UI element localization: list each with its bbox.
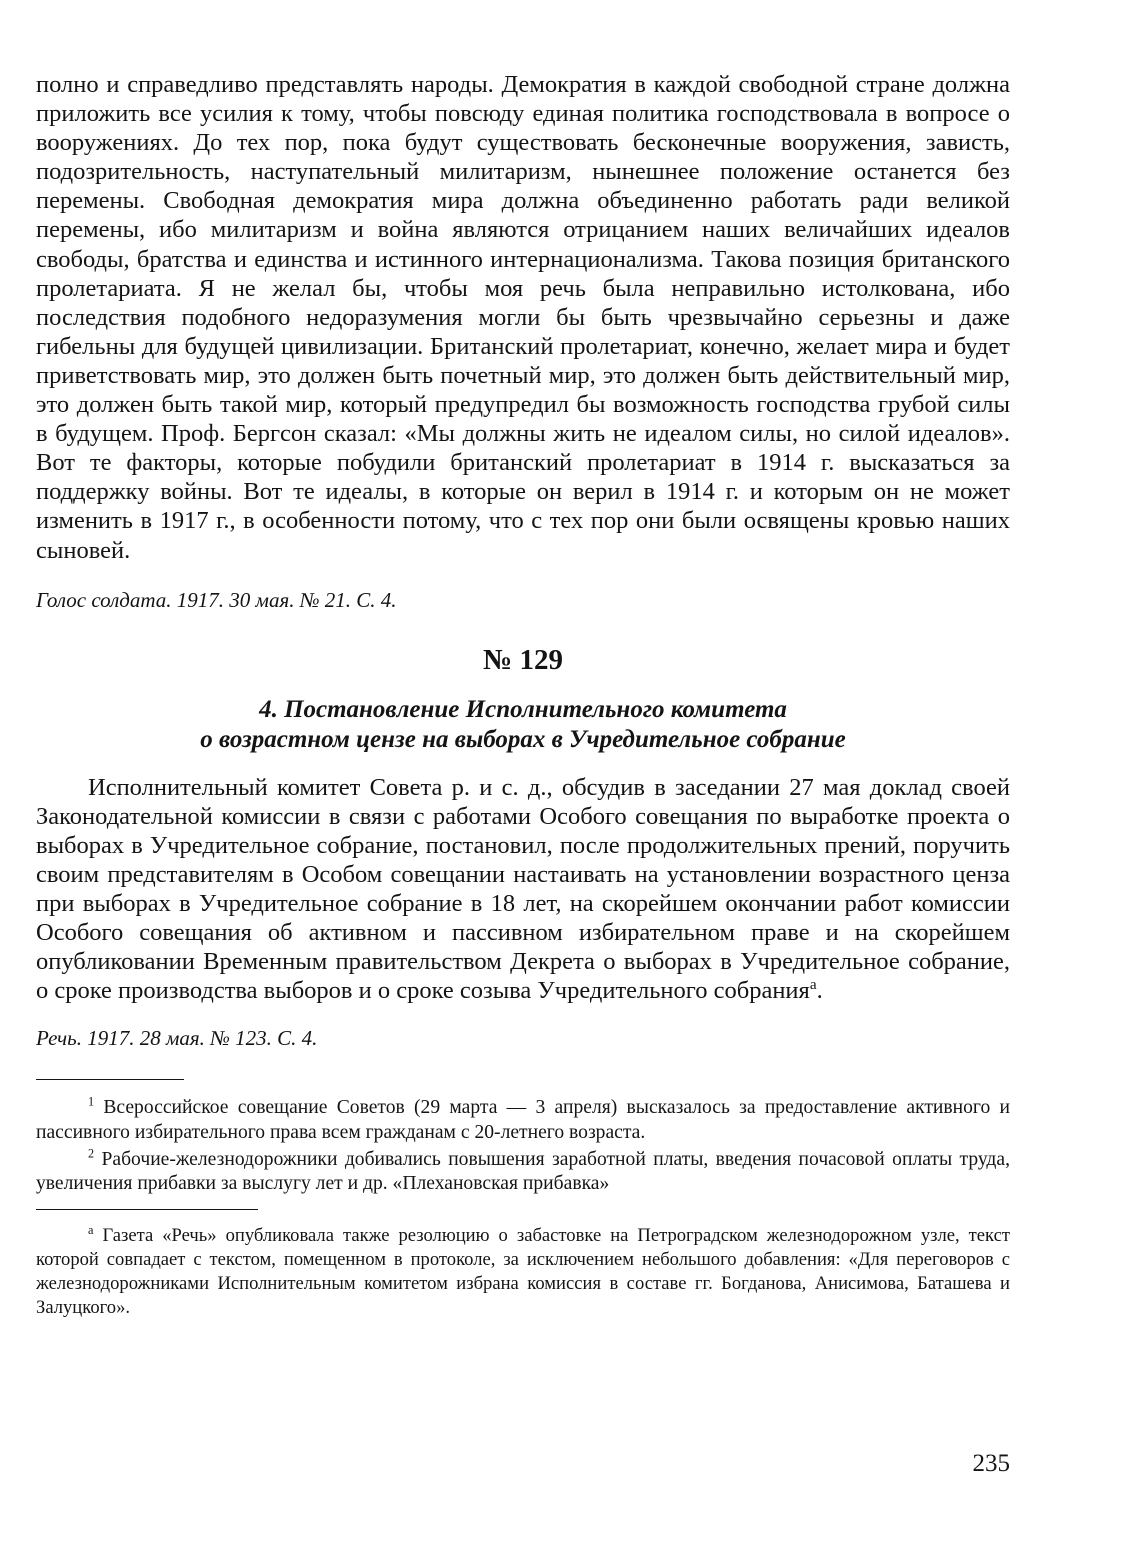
footnote-1 (36, 1096, 1010, 1145)
note-separator (36, 1209, 258, 1210)
source-citation-1: Голос солдата. 1917. 30 мая. № 21. С. 4. (36, 587, 397, 612)
document-body-end: . (816, 977, 823, 1005)
document-heading-line-2: о возрастном цензе на выборах в Учредительное собрание (200, 725, 846, 753)
note-a (36, 1224, 1010, 1321)
note-a-text: Газета «Речь» опубликовала также резолюцию о забастовке на Петроградском железнодорожном узле, текст которой совпадает с текстом, помещенном в протоколе, за исключением небольшого добавления: «Для переговоров с железнодорожниками Исполнительным комитетом избрана комиссия в составе гг. Богданова, Анисимова, Баташева и Залуцкого». (36, 1224, 1011, 1319)
note-a-mark: а (88, 1222, 94, 1237)
footnote-2-mark: 2 (88, 1146, 95, 1160)
page-number: 235 (972, 1450, 1010, 1477)
footnote-2 (36, 1148, 1010, 1197)
footnotes-block (36, 1096, 1010, 1196)
footnote-1-text: Всероссийское совещание Советов (29 марта — 3 апреля) высказалось за предоставление активного и пассивного избирательного права всем гражданам с 20-летнего возраста. (36, 1097, 1011, 1143)
document-body-paragraph (36, 773, 1010, 1006)
source-citation-2: Речь. 1917. 28 мая. № 123. С. 4. (36, 1026, 318, 1051)
document-page (36, 70, 1010, 1321)
footnote-separator (36, 1079, 184, 1080)
document-heading (36, 695, 1010, 755)
document-body-text: Исполнительный комитет Совета р. и с. д., обсудив в заседании 27 мая доклад своей Законодательной комиссии в связи с работами Особого совещания по выработке проекта о выборах в Учредительное собрание, постановил, после продолжительных прений, поручить своим представителям в Особом совещании настаивать на установлении возрастного ценза при выборах в Учредительное собрание в 18 лет, на скорейшем окончании работ комиссии Особого совещания об активном и пассивном избирательном праве и на скорейшем опубликовании Временным правительством Декрета о выборах в Учредительное собрание, о сроке производства выборов и о сроке созыва Учредительного собрания (36, 773, 1010, 1005)
document-heading-line-1: 4. Постановление Исполнительного комитета (259, 695, 787, 723)
note-reference-a: а (809, 976, 817, 994)
notes-block (36, 1224, 1010, 1321)
footnote-1-mark: 1 (88, 1094, 95, 1109)
document-number: № 129 (483, 643, 563, 676)
footnote-2-text: Рабочие-железнодорожники добивались повышения заработной платы, введения почасовой оплаты труда, увеличения прибавки за выслугу лет и др. «Плехановская прибавка» (36, 1148, 1010, 1195)
continuation-paragraph: полно и справедливо представлять народы. Демократия в каждой свободной стране должна приложить все усилия к тому, чтобы повсюду единая политика господствовала в вопросе о вооружениях. До тех пор, пока будут существовать бесконечные вооружения, зависть, подозрительность, наступательный милитаризм, нынешнее положение останется без перемены. Свободная демократия мира должна объединенно работать ради великой перемены, ибо милитаризм и война являются отрицанием наших величайших идеалов свободы, братства и единства и истинного интернационализма. Такова позиция британского пролетариата. Я не желал бы, чтобы моя речь была неправильно истолкована, ибо последствия подобного недоразумения могли бы быть чрезвычайно серьезны и даже гибельны для будущей цивилизации. Британский пролетариат, конечно, желает мира и будет приветствовать мир, это должен быть почетный мир, это должен быть действительный мир, это должен быть такой мир, который предупредил бы возможность господства грубой силы в будущем. Проф. Бергсон сказал: «Мы должны жить не идеалом силы, но силой идеалов». Вот те факторы, которые побудили британский пролетариат в 1914 г. высказаться за поддержку войны. Вот те идеалы, в которые он верил в 1914 г. и которым он не может изменить в 1917 г., в особенности потому, что с тех пор они были освящены кровью наших сыновей. (36, 71, 1010, 564)
